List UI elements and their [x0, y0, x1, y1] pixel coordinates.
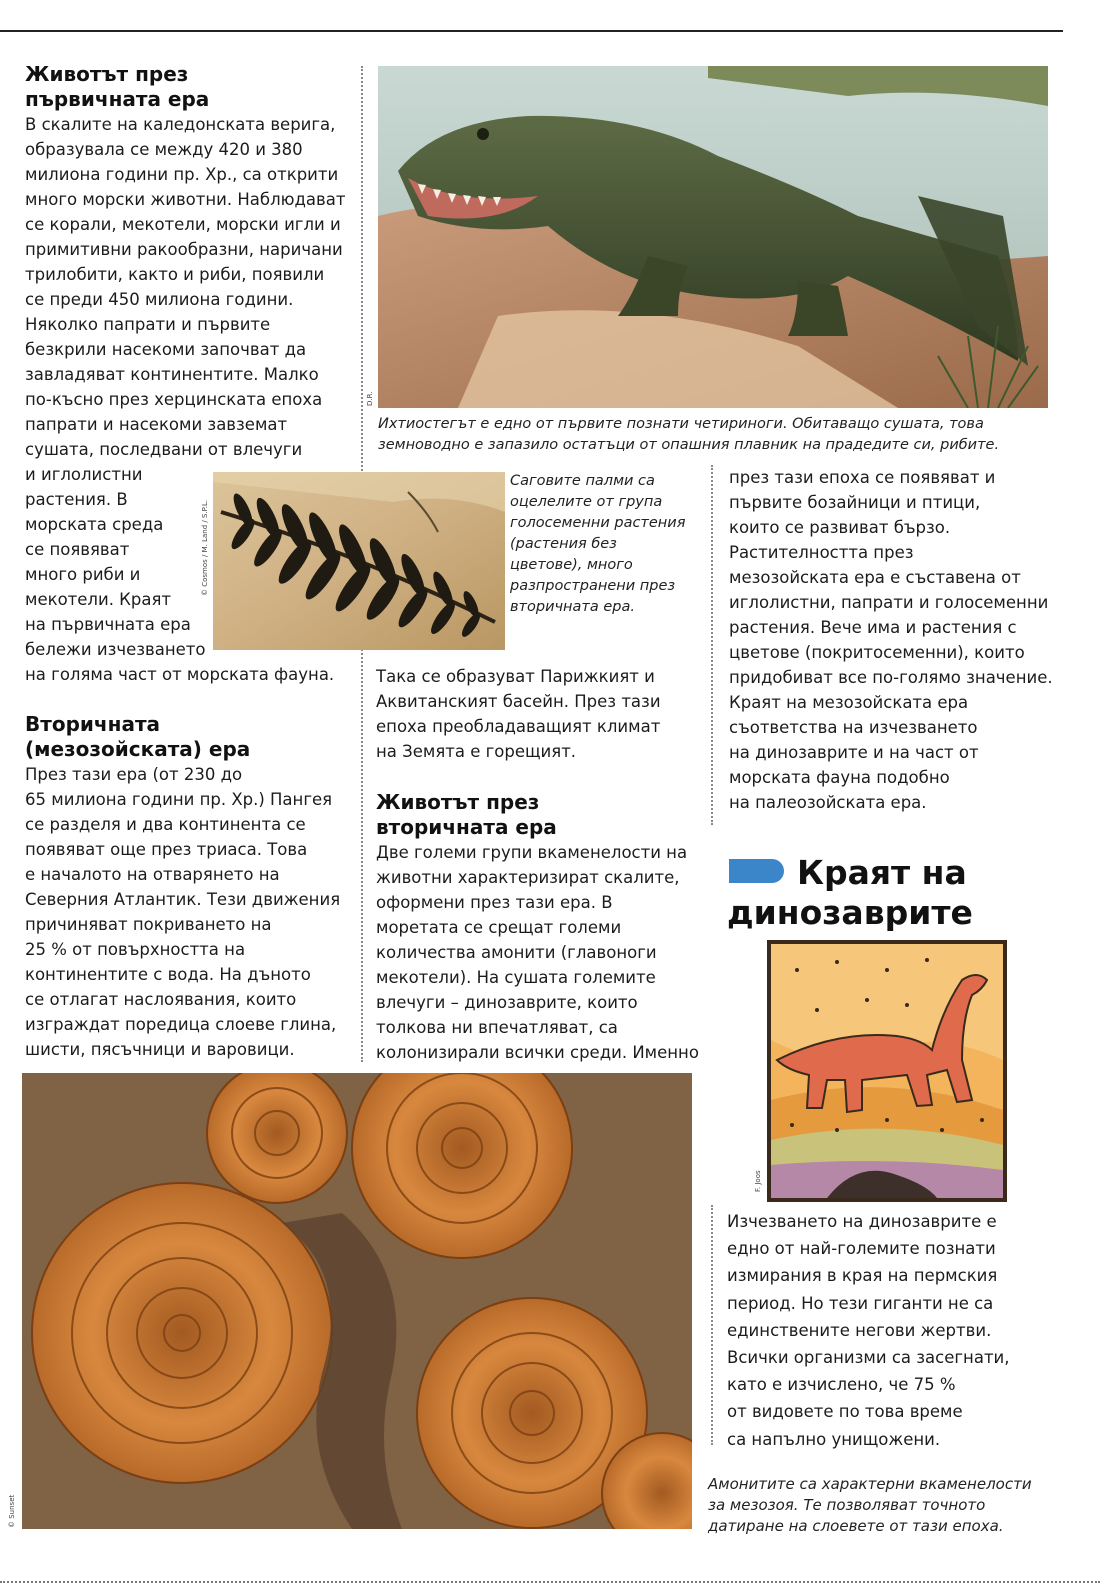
primary-era-heading: Животът през първичната ера — [25, 62, 210, 111]
ammonites-caption: Амонитите са характерни вкаменелости за мезозоя. Те позволяват точното датиране на слоевете от тази епоха. — [708, 1475, 1032, 1535]
ammonites-credit: © Sunset — [8, 1494, 16, 1528]
fern-fossil-photo — [213, 472, 505, 650]
end-dinosaurs-text: Изчезването на динозаврите е едно от най-големите познати измирания в края на пермския период. Но тези гиганти не са единствените негови жертви. Всички организми са засегнати, като е изчислено, че 75 % от видовете по това време са напълно унищожени. — [727, 1212, 1010, 1449]
bottom-rule — [0, 1581, 1100, 1583]
primary-era-last-line: на голяма част от морската фауна. — [25, 665, 335, 684]
column-divider-right — [711, 465, 713, 825]
top-rule — [0, 30, 1063, 32]
life-secondary-section — [376, 790, 710, 1065]
ichthyostega-caption: Ихтиостегът е едно от първите познати четириноги. Обитаващо сушата, това земноводно е запазило остатъци от опашния плавник на прадедите си, рибите. — [378, 416, 1000, 453]
secondary-era-heading: Вторичната (мезозойската) ера — [25, 712, 251, 761]
ammonites-photo — [22, 1073, 692, 1529]
ichthyostega-credit: D.R. — [366, 391, 374, 406]
secondary-era-text: През тази ера (от 230 до 65 милиона години пр. Хр.) Пангея се разделя и два континента се появяват още през триаса. Това е началото на отварянето на Северния Атлантик. Тези движения причиняват покриването на 25 % от повърхността на континентите с вода. На дъното се отлагат наслоявания, които изграждат поредица слоеве глина, шисти, пясъчници и варовици. — [25, 765, 341, 1059]
column-divider-right-lower — [711, 1205, 713, 1445]
right-column-section: през тази епоха се появяват и първите бозайници и птици, които се развиват бързо. Растителността през мезозойската ера е съставена от иглолистни, папрати и голосеменни растения. Вече има и растения с цветове (покритосеменни), които придобиват все по-голямо значение. Краят на мезозойската ера съответства на изчезването на динозаврите и на част от морската фауна подобно на палеозойската ера. — [729, 468, 1053, 812]
life-secondary-heading: Животът през вторичната ера — [376, 790, 557, 839]
secondary-era-section — [25, 712, 360, 1062]
ichthyostega-illustration — [378, 66, 1048, 408]
fern-photo-credit: © Cosmos / M. Land / S.P.L. — [201, 499, 209, 596]
palms-caption: Саговите палми са оцелелите от група голосеменни растения (растения без цветове), много разпространени през вторичната ера. — [510, 473, 686, 615]
basins-section: Така се образуват Парижкият и Аквитанският басейн. През тази епоха преобладаващият климат на Земята е горещият. — [376, 667, 661, 761]
life-secondary-text: Две големи групи вкаменелости на животни характеризират скалите, оформени през тази ера. В моретата се срещат големи количества амонити (главоноги мекотели). На сушата големите влечуги – динозаврите, които толкова ни впечатляват, са колонизирали всички среди. Именно — [376, 843, 699, 1062]
primary-era-text-left: и иглолистни растения. В морската среда се появяват много риби и мекотели. Краят на първичната ера бележи изчезването — [25, 465, 206, 659]
end-dinosaurs-title: Краят на динозаврите — [727, 853, 973, 932]
dinosaur-illustration — [767, 940, 1007, 1202]
primary-era-text-top: В скалите на каледонската верига, образувала се между 420 и 380 милиона години пр. Хр., са открити много морски животни. Наблюдават се корали, мекотели, морски игли и примитивни ракообразни, наричани трилобити, както и риби, появили се преди 450 милиона години. Няколко папрати и първите безкрили насекоми започват да завладяват континентите. Малко по-късно през херцинската епоха папрати и насекоми завземат сушата, последвани от влечуги — [25, 115, 346, 459]
dino-credit: F. Joos — [754, 1170, 762, 1192]
